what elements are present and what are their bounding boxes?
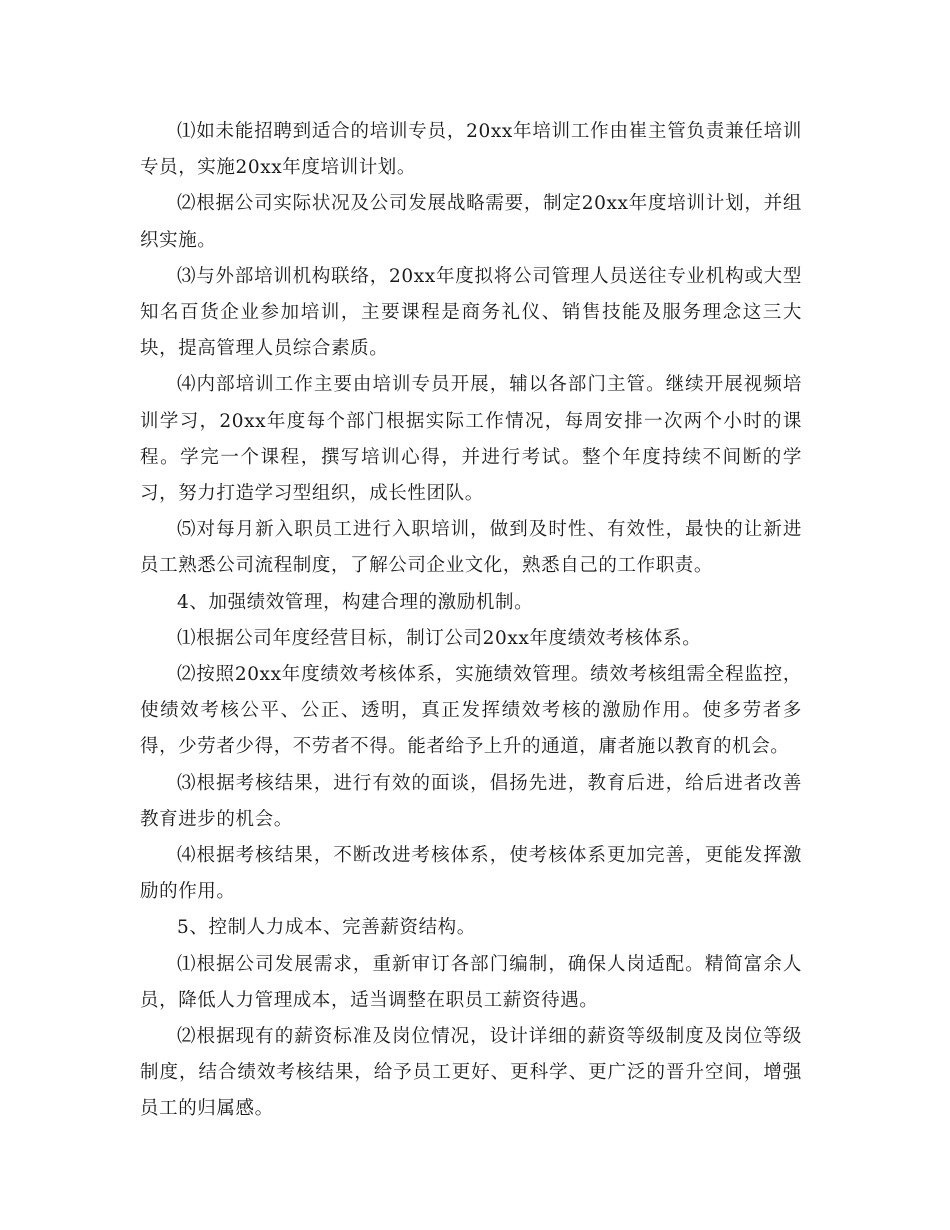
paragraph-internal-training: ⑷内部培训工作主要由培训专员开展，辅以各部门主管。继续开展视频培训学习，20xx年度每个部门根据实际工作情况，每周安排一次两个小时的课程。学完一个课程，撰写培训心得，并进行考试。整个年度持续不间断的学习，努力打造学习型组织，成长性团队。 [140,374,802,505]
paragraph-training-specialist: ⑴如未能招聘到适合的培训专员，20xx年培训工作由崔主管负责兼任培训专员，实施20xx年度培训计划。 [140,121,802,179]
heading-performance-management: 4、加强绩效管理，构建合理的激励机制。 [177,591,534,613]
paragraph-performance-interview: ⑶根据考核结果，进行有效的面谈，倡扬先进，教育后进，给后进者改善教育进步的机会。 [140,772,802,830]
paragraph-staffing-review: ⑴根据公司发展需求，重新审订各部门编制，确保人岗适配。精简富余人员，降低人力管理成本，适当调整在职员工薪资待遇。 [140,953,802,1011]
paragraph-salary-grades: ⑵根据现有的薪资标准及岗位情况，设计详细的薪资等级制度及岗位等级制度，结合绩效考核结果，给予员工更好、更科学、更广泛的晋升空间，增强员工的归属感。 [140,1026,802,1120]
heading-labor-cost: 5、控制人力成本、完善薪资结构。 [177,917,476,939]
paragraph-performance-system: ⑴根据公司年度经营目标，制订公司20xx年度绩效考核体系。 [177,627,702,649]
document-body [140,114,802,1128]
paragraph-performance-implementation: ⑵按照20xx年度绩效考核体系，实施绩效管理。绩效考核组需全程监控，使绩效考核公平、公正、透明，真正发挥绩效考核的激励作用。使多劳者多得，少劳者少得，不劳者不得。能者给予上升的通道，庸者施以教育的机会。 [140,664,802,758]
paragraph-onboarding-training: ⑸对每月新入职员工进行入职培训，做到及时性、有效性，最快的让新进员工熟悉公司流程制度，了解公司企业文化，熟悉自己的工作职责。 [140,519,802,577]
paragraph-external-training: ⑶与外部培训机构联络，20xx年度拟将公司管理人员送往专业机构或大型知名百货企业参加培训，主要课程是商务礼仪、销售技能及服务理念这三大块，提高管理人员综合素质。 [140,265,802,360]
paragraph-training-plan: ⑵根据公司实际状况及公司发展战略需要，制定20xx年度培训计划，并组织实施。 [140,193,802,251]
paragraph-performance-improvement: ⑷根据考核结果，不断改进考核体系，使考核体系更加完善，更能发挥激励的作用。 [140,845,802,903]
